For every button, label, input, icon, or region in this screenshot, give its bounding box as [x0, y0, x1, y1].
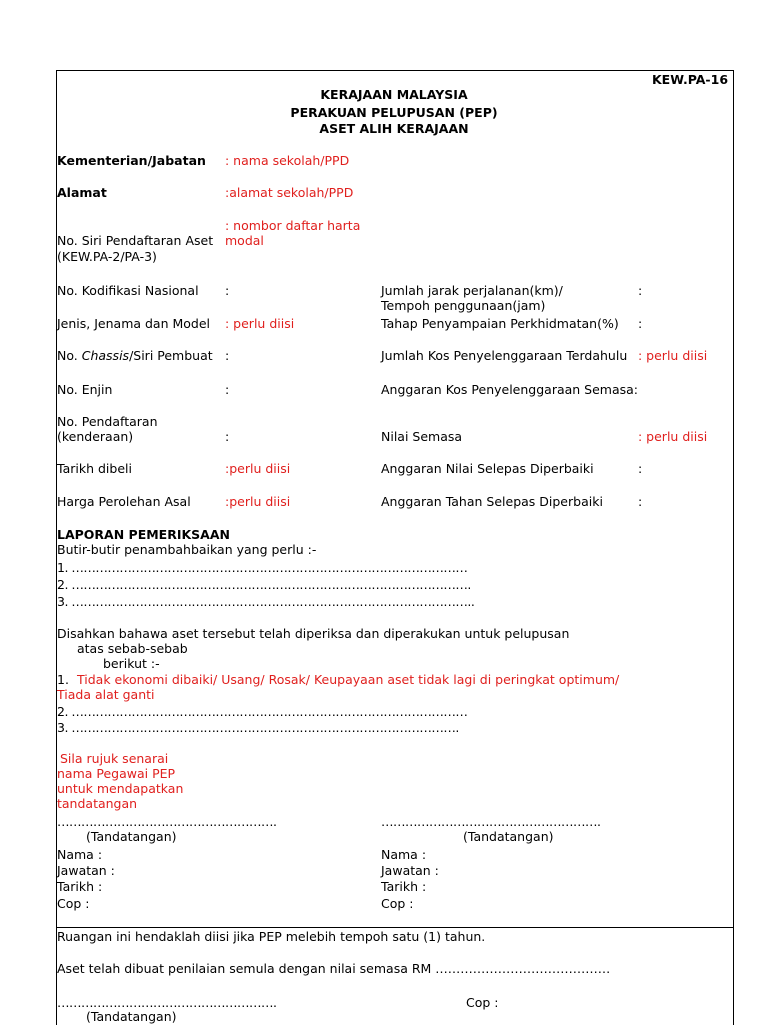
nilai-diperbaiki-value[interactable]: :	[638, 461, 643, 476]
disahkan-item2[interactable]: 2. ………………………………………………………………………………………	[57, 704, 468, 719]
kementerian-value[interactable]: : nama sekolah/PPD	[225, 153, 350, 168]
signature-left-cop[interactable]: Cop :	[57, 896, 90, 911]
chassis-label-post: /Siri Pembuat	[129, 348, 213, 363]
note-line3: untuk mendapatkan	[57, 781, 184, 796]
jarak-value[interactable]: :	[638, 283, 643, 298]
bottom-line1: Ruangan ini hendaklah diisi jika PEP melebih tempoh satu (1) tahun.	[57, 929, 486, 944]
disahkan-item1-num: 1.	[57, 672, 69, 687]
bottom-cop[interactable]: Cop :	[466, 995, 499, 1010]
kos-terdahulu-value[interactable]: : perlu diisi	[638, 348, 708, 363]
header-line1: KERAJAAN MALAYSIA	[320, 87, 468, 102]
tahap-label: Tahap Penyampaian Perkhidmatan(%)	[381, 316, 619, 331]
pendaftaran-label-line1: No. Pendaftaran	[57, 414, 158, 429]
signature-left-caption: (Tandatangan)	[86, 829, 177, 844]
tarikh-dibeli-value[interactable]: :perlu diisi	[225, 461, 291, 476]
disahkan-item1-text[interactable]: Tidak ekonomi dibaiki/ Usang/ Rosak/ Keupayaan aset tidak lagi di peringkat optimum/	[77, 672, 620, 687]
jenis-label: Jenis, Jenama dan Model	[57, 316, 211, 331]
laporan-item-1[interactable]: 1. ………………………………………………………………………………………	[57, 560, 468, 575]
signature-left-jawatan[interactable]: Jawatan :	[57, 863, 115, 878]
form-code: KEW.PA-16	[652, 72, 729, 87]
disahkan-item1-cont[interactable]: Tiada alat ganti	[57, 687, 155, 702]
pendaftaran-value[interactable]: :	[225, 429, 230, 444]
pendaftaran-label-line2: (kenderaan)	[57, 429, 134, 444]
alamat-label: Alamat	[57, 185, 107, 200]
jarak-label-line2: Tempoh penggunaan(jam)	[381, 298, 546, 313]
laporan-title: LAPORAN PEMERIKSAAN	[57, 527, 230, 542]
kodifikasi-value[interactable]: :	[225, 283, 230, 298]
jarak-label-line1: Jumlah jarak perjalanan(km)/	[381, 283, 563, 298]
enjin-value[interactable]: :	[225, 382, 230, 397]
no-siri-value-line2[interactable]: modal	[225, 233, 264, 248]
disahkan-item3[interactable]: 3. …………………………………………………………………………………….	[57, 720, 459, 735]
bottom-signature-caption: (Tandatangan)	[86, 1009, 177, 1024]
kodifikasi-label: No. Kodifikasi Nasional	[57, 283, 199, 298]
disahkan-line1: Disahkan bahawa aset tersebut telah diperiksa dan diperakukan untuk pelupusan	[57, 626, 570, 641]
tahan-diperbaiki-label: Anggaran Tahan Selepas Diperbaiki	[381, 494, 603, 509]
kos-terdahulu-label: Jumlah Kos Penyelenggaraan Terdahulu	[381, 348, 628, 363]
harga-value[interactable]: :perlu diisi	[225, 494, 291, 509]
laporan-item-3[interactable]: 3. ………………………………………………………………………………………..	[57, 594, 475, 609]
enjin-label: No. Enjin	[57, 382, 113, 397]
disahkan-line2: atas sebab-sebab	[77, 641, 188, 656]
signature-right-tarikh[interactable]: Tarikh :	[381, 879, 427, 894]
signature-right-jawatan[interactable]: Jawatan :	[381, 863, 439, 878]
laporan-item-2[interactable]: 2. ……………………………………………………………………………………….	[57, 577, 471, 592]
no-siri-value-line1[interactable]: : nombor daftar harta	[225, 218, 361, 233]
chassis-label-em: Chassis	[81, 348, 130, 363]
nilai-semasa-value[interactable]: : perlu diisi	[638, 429, 708, 444]
nilai-semasa-label: Nilai Semasa	[381, 429, 463, 444]
chassis-label	[57, 348, 213, 363]
signature-left-nama[interactable]: Nama :	[57, 847, 103, 862]
chassis-value[interactable]: :	[225, 348, 230, 363]
header-line3: ASET ALIH KERAJAAN	[319, 121, 469, 136]
bottom-signature-line[interactable]: ……………………………………………….	[57, 995, 277, 1010]
tahap-value[interactable]: :	[638, 316, 643, 331]
laporan-intro: Butir-butir penambahbaikan yang perlu :-	[57, 542, 317, 557]
kementerian-label: Kementerian/Jabatan	[57, 153, 206, 168]
tarikh-dibeli-label: Tarikh dibeli	[57, 461, 132, 476]
note-line1: Sila rujuk senarai	[60, 751, 169, 766]
header-line2: PERAKUAN PELUPUSAN (PEP)	[290, 105, 498, 120]
tahan-diperbaiki-value[interactable]: :	[638, 494, 643, 509]
chassis-label-pre: No.	[57, 348, 82, 363]
nilai-diperbaiki-label: Anggaran Nilai Selepas Diperbaiki	[381, 461, 594, 476]
no-siri-label-line1: No. Siri Pendaftaran Aset	[57, 233, 214, 248]
signature-right-cop[interactable]: Cop :	[381, 896, 414, 911]
signature-left-tarikh[interactable]: Tarikh :	[57, 879, 103, 894]
signature-left-line[interactable]: ……………………………………………….	[57, 814, 277, 829]
bottom-line3[interactable]: Aset telah dibuat penilaian semula dengan nilai semasa RM ……………………………………	[57, 961, 611, 976]
disahkan-line3: berikut :-	[103, 656, 160, 671]
no-siri-label-line2: (KEW.PA-2/PA-3)	[57, 249, 157, 264]
signature-right-nama[interactable]: Nama :	[381, 847, 427, 862]
note-line2: nama Pegawai PEP	[57, 766, 176, 781]
note-line4: tandatangan	[57, 796, 138, 811]
bottom-section-divider	[56, 927, 734, 928]
signature-right-line[interactable]: ……………………………………………….	[381, 814, 601, 829]
jenis-value[interactable]: : perlu diisi	[225, 316, 295, 331]
kos-semasa-label: Anggaran Kos Penyelenggaraan Semasa:	[381, 382, 639, 397]
harga-label: Harga Perolehan Asal	[57, 494, 191, 509]
signature-right-caption: (Tandatangan)	[463, 829, 554, 844]
alamat-value[interactable]: :alamat sekolah/PPD	[225, 185, 354, 200]
